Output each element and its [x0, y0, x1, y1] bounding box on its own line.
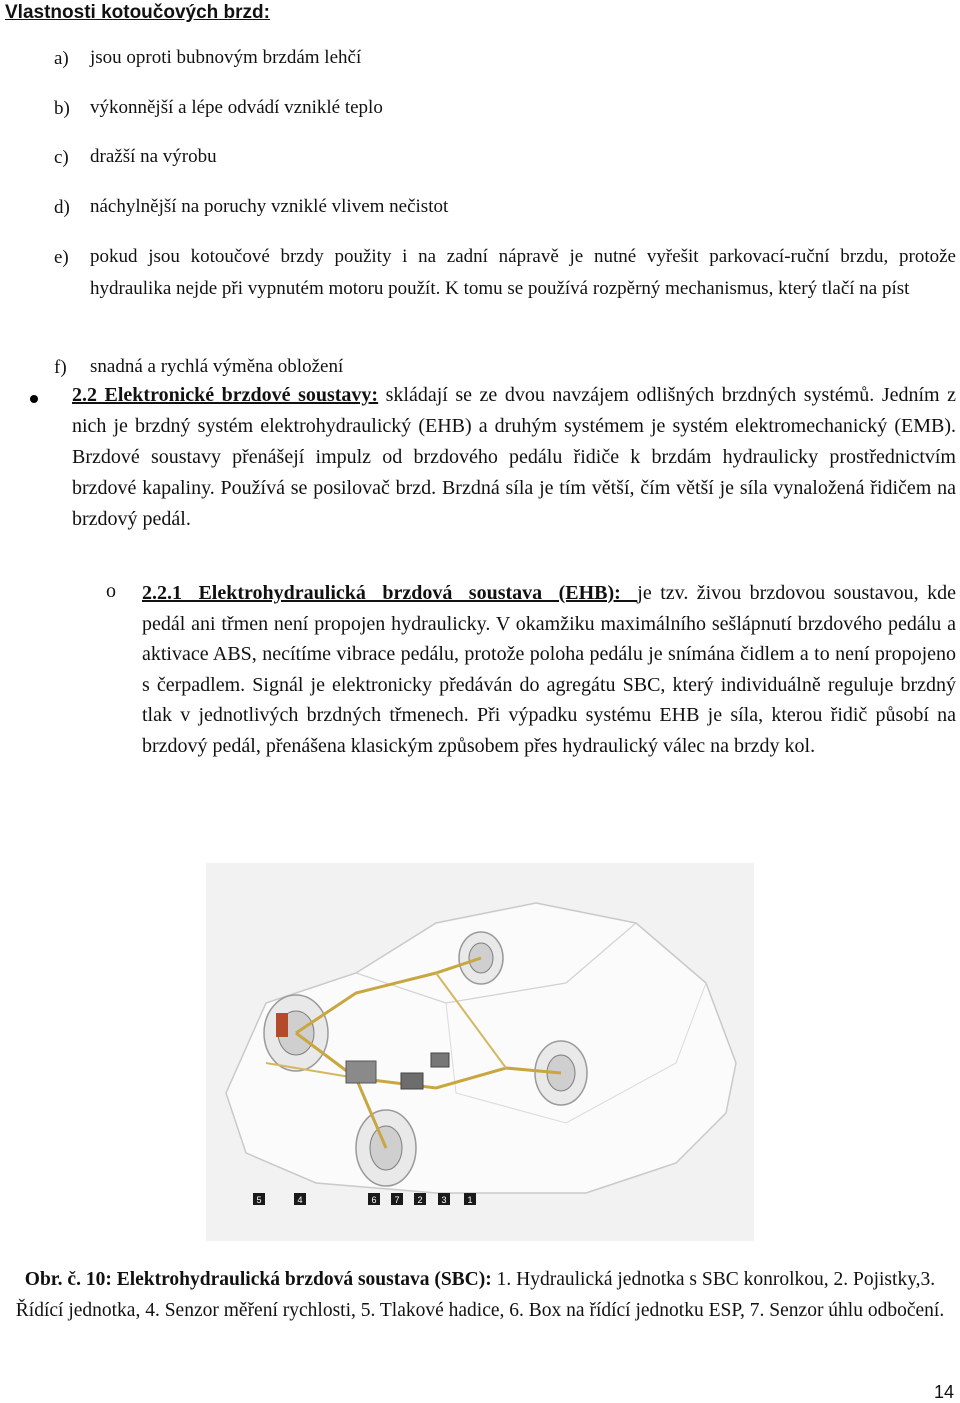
brake-system-figure: [206, 863, 754, 1241]
esp-box: [431, 1053, 449, 1067]
section-2-2-paragraph: [72, 380, 956, 535]
control-unit: [401, 1073, 423, 1089]
figure-caption-title: Obr. č. 10: Elektrohydraulická brzdová soustava (SBC):: [24, 1269, 492, 1290]
list-item-label: d): [54, 197, 70, 218]
figure-label: 7: [394, 1195, 400, 1205]
section-2-2-1-title: 2.2.1 Elektrohydraulická brzdová soustava (EHB):: [142, 582, 638, 604]
list-item-label: b): [54, 98, 70, 119]
list-item-text: jsou oproti bubnovým brzdám lehčí: [90, 47, 362, 68]
list-item-text: dražší na výrobu: [90, 146, 217, 167]
list-item-text: pokud jsou kotoučové brzdy použity i na zadní nápravě je nutné vyřešit parkovací-ruční brzdu, protože hydraulika nejde při vypnutém motoru použít. K tomu se používá rozpěrný mechanismus, který tlačí na píst: [90, 246, 956, 299]
list-item-label: e): [54, 247, 69, 268]
section-2-2-title: 2.2 Elektronické brzdové soustavy:: [72, 384, 379, 406]
list-item-label: f): [54, 357, 67, 378]
figure-caption-text: 1. Hydraulická jednotka s SBC konrolkou, 2. Pojistky,3. Řídící jednotka, 4. Senzor měření rychlosti, 5. Tlakové hadice, 6. Box na řídící jednotku ESP, 7. Senzor úhlu odbočení.: [15, 1269, 945, 1321]
section-2-2-1-paragraph: [142, 578, 956, 761]
section-2-2-1-text: je tzv. živou brzdovou soustavou, kde pedál ani třmen není propojen hydraulicky. V okamžiku maximálního sešlápnutí brzdového pedálu a aktivace ABS, necítíme vibrace pedálu, protože poloha pedálu je snímána čidlem a to není propojeno s čerpadlem. Signál je elektronicky předáván do agregátu SBC, který individuálně reguluje brzdný tlak v jednotlivých brzdných třmenech. Při výpadku systému EHB je síla, kterou řidič působí na brzdový pedál, přenášena klasickým způsobem přes hydraulický válec na brzdy kol.: [142, 582, 957, 757]
section-2-2-text: skládají se ze dvou navzájem odlišných brzdných systémů. Jedním z nich je brzdný systém elektrohydraulický (EHB) a druhým systémem je systém elektromechanický (EMB). Brzdové soustavy přenášejí impulz od brzdového pedálu řidiče k brzdám hydraulicky prostřednictvím brzdové kapaliny. Používá se posilovač brzd. Brzdná síla je tím větší, čím větší je síla vynaložená řidičem na brzdový pedál.: [72, 384, 957, 530]
figure-label: 6: [371, 1195, 377, 1205]
figure-label: 5: [256, 1195, 262, 1205]
list-item-text: výkonnější a lépe odvádí vzniklé teplo: [90, 97, 383, 118]
figure-number-labels: [253, 1193, 476, 1205]
car-illustration: [206, 863, 754, 1241]
list-item-label: a): [54, 48, 69, 69]
figure-label: 2: [417, 1195, 423, 1205]
bullet-icon: [30, 395, 38, 403]
figure-label: 3: [441, 1195, 447, 1205]
list-item-text: náchylnější na poruchy vzniklé vlivem nečistot: [90, 196, 449, 217]
section-heading: Vlastnosti kotoučových brzd:: [5, 2, 270, 23]
figure-label: 1: [467, 1195, 473, 1205]
figure-label: 4: [297, 1195, 303, 1205]
sub-bullet-icon: o: [106, 580, 116, 602]
figure-caption: [2, 1264, 958, 1326]
list-item-text: snadná a rychlá výměna obložení: [90, 356, 344, 377]
page-number: 14: [933, 1382, 954, 1402]
list-item-label: c): [54, 147, 69, 168]
hydraulic-unit: [346, 1061, 376, 1083]
